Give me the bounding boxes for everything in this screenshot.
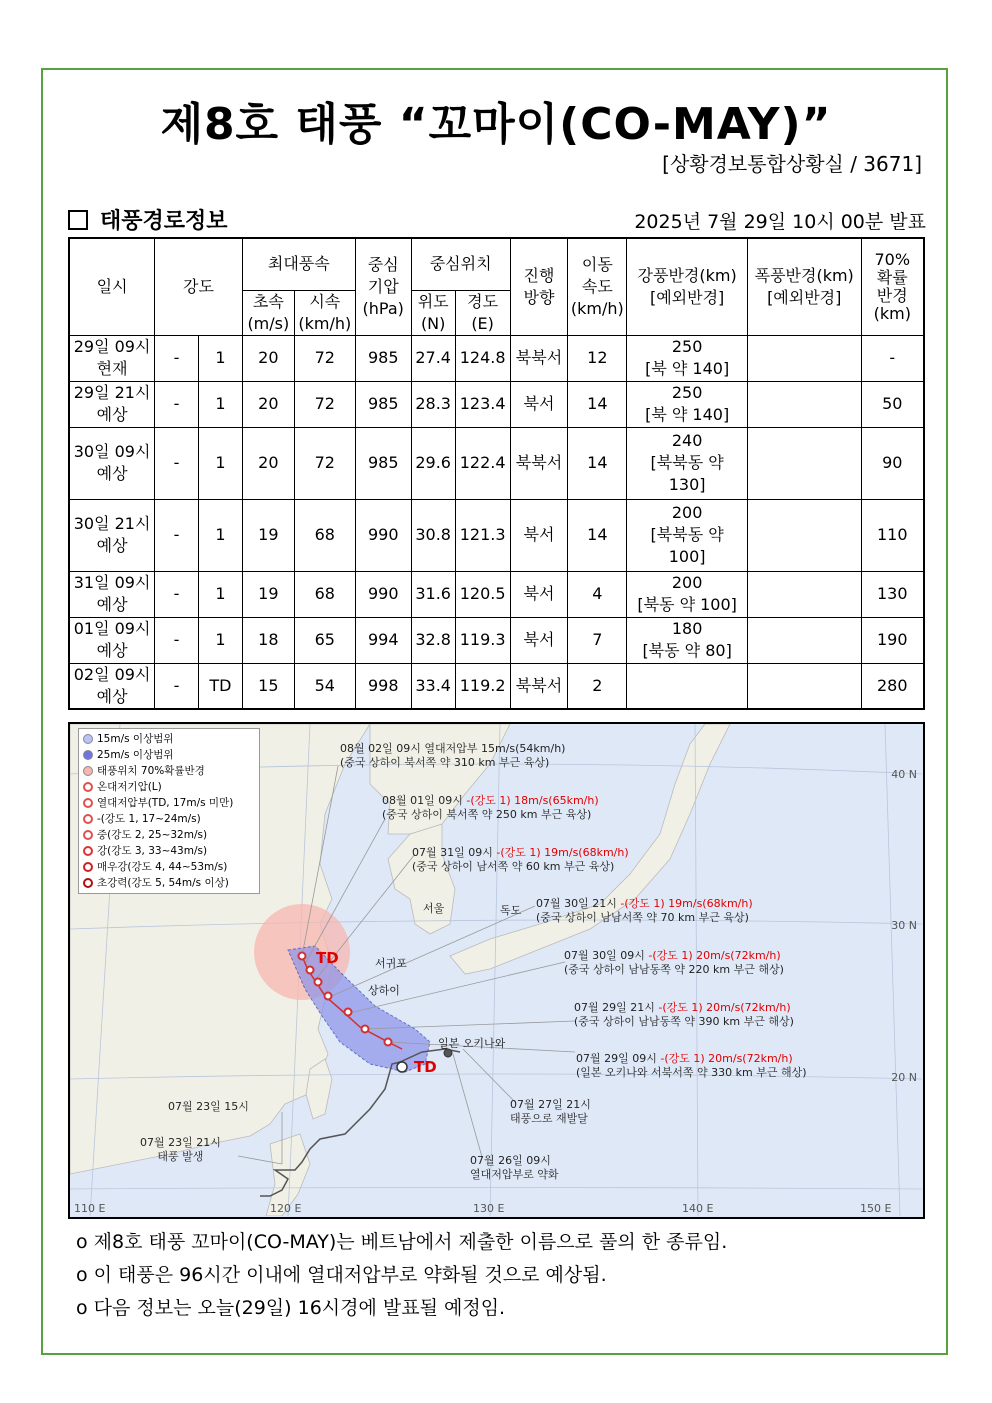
cell-dir: 북서 [510,499,568,571]
checkbox-icon [68,210,88,230]
cell-hpa: 985 [355,335,411,381]
forecast-annotation: 07월 29일 09시 -(강도 1) 20m/s(72km/h) (일본 오키나와 서북서쪽 약 330 km 부근 해상) [576,1052,807,1079]
legend-item [83,795,255,811]
cell-prob: 130 [861,571,924,617]
track-point [307,967,314,974]
cell-spd: 12 [568,335,627,381]
cell-dir: 북북서 [510,427,568,499]
table-row [69,571,924,617]
header-wind-ms: 초속 (m/s) [242,290,294,335]
table-row [69,427,924,499]
table-row [69,617,924,663]
korea-landmass [388,824,455,934]
lon-label: 140 E [682,1202,714,1215]
issued-time: 2025년 7월 29일 10시 00분 발표 [634,211,926,233]
cell-gale: 250 [북 약 140] [627,381,748,427]
cell-ms: 20 [242,335,294,381]
cell-lat: 32.8 [411,617,455,663]
header-speed: 이동 속도 (km/h) [568,238,627,335]
cell-spd: 14 [568,381,627,427]
legend-item [83,811,255,827]
legend-item [83,859,255,875]
forecast-annotation: 07월 30일 21시 -(강도 1) 19m/s(68km/h) (중국 상하이 남남서쪽 약 70 km 부근 육상) [536,897,753,924]
cell-grade: TD [198,663,242,709]
cell-storm [747,499,861,571]
page-title: 제8호 태풍 “꼬마이(CO-MAY)” [160,99,832,150]
cell-time: 29일 21시 예상 [69,381,155,427]
track-point [315,979,322,986]
legend-swatch-icon [83,782,93,792]
cell-spd: 4 [568,571,627,617]
legend-label: 태풍위치 70%확률반경 [97,765,205,777]
legend-swatch-icon [83,846,93,856]
lat-label: 20 N [891,1071,917,1084]
forecast-annotation: 08월 02일 09시 열대저압부 15m/s(54km/h) (중국 상하이 북서쪽 약 310 km 부근 육상) [340,742,566,769]
place-seogwipo: 서귀포 [375,957,407,970]
cell-storm [747,427,861,499]
cell-kmh: 54 [294,663,355,709]
cell-cls: - [155,617,199,663]
cell-lon: 122.4 [455,427,510,499]
cell-grade: 1 [198,381,242,427]
cell-storm [747,571,861,617]
cell-kmh: 72 [294,381,355,427]
place-dokdo: 독도 [500,904,522,917]
table-row [69,381,924,427]
note-item: o 제8호 태풍 꼬마이(CO-MAY)는 베트남에서 제출한 이름으로 풀의 한 종류임. [76,1231,728,1253]
cell-grade: 1 [198,427,242,499]
cell-prob: 280 [861,663,924,709]
cell-time: 30일 09시 예상 [69,427,155,499]
table-row [69,663,924,709]
cell-cls: - [155,335,199,381]
cell-gale: 250 [북 약 140] [627,335,748,381]
cell-dir: 북서 [510,381,568,427]
place-okinawa: 일본 오키나와 [438,1037,506,1050]
td-label: TD [316,949,339,967]
legend-label: 온대저기압(L) [97,781,162,793]
past-annotation: 07월 27일 21시 태풍으로 재발달 [510,1098,591,1125]
cell-prob: 50 [861,381,924,427]
header-lon: 경도 (E) [455,290,510,335]
cell-lon: 119.2 [455,663,510,709]
cell-kmh: 65 [294,617,355,663]
notes [76,1226,727,1325]
cell-time: 02일 09시 예상 [69,663,155,709]
cell-ms: 20 [242,381,294,427]
place-shanghai: 상하이 [368,984,400,997]
td-marker [397,1062,407,1072]
legend-label: 매우강(강도 4, 44~53m/s) [97,861,228,873]
cell-lon: 121.3 [455,499,510,571]
cell-storm [747,381,861,427]
cell-lat: 33.4 [411,663,455,709]
cell-lon: 119.3 [455,617,510,663]
track-point [325,993,332,1000]
cell-dir: 북북서 [510,663,568,709]
cell-hpa: 990 [355,571,411,617]
cell-prob: - [861,335,924,381]
past-annotation: 07월 23일 21시 태풍 발생 [140,1136,221,1163]
cell-lat: 30.8 [411,499,455,571]
header-wind-kmh: 시속 (km/h) [294,290,355,335]
header-gale-radius: 강풍반경(km) [예외반경] [627,238,748,335]
header-datetime: 일시 [69,238,155,335]
cell-gale: 180 [북동 약 80] [627,617,748,663]
cell-ms: 20 [242,427,294,499]
legend-swatch-icon [83,814,93,824]
past-annotation: 07월 23일 15시 [168,1100,249,1113]
legend-item [83,731,255,747]
cell-grade: 1 [198,617,242,663]
cell-dir: 북서 [510,617,568,663]
cell-dir: 북북서 [510,335,568,381]
lat-label: 30 N [891,919,917,932]
header-intensity: 강도 [155,238,243,335]
cell-lat: 27.4 [411,335,455,381]
cell-cls: - [155,571,199,617]
cell-kmh: 72 [294,427,355,499]
table-row [69,335,924,381]
legend-label: -(강도 1, 17~24m/s) [97,813,201,825]
cell-prob: 190 [861,617,924,663]
legend-swatch-icon [83,766,93,776]
forecast-annotation: 08월 01일 09시 -(강도 1) 18m/s(65km/h) (중국 상하이 북서쪽 약 250 km 부근 육상) [382,794,599,821]
lon-label: 120 E [270,1202,302,1215]
forecast-annotation: 07월 29일 21시 -(강도 1) 20m/s(72km/h) (중국 상하이 남남동쪽 약 390 km 부근 해상) [574,1001,794,1028]
legend-label: 초강력(강도 5, 54m/s 이상) [97,877,229,889]
legend-swatch-icon [83,734,93,744]
cell-gale: 200 [북동 약 100] [627,571,748,617]
track-table [68,237,925,710]
cell-spd: 14 [568,499,627,571]
lon-label: 150 E [860,1202,892,1215]
cell-ms: 19 [242,499,294,571]
legend-label: 25m/s 이상범위 [97,749,174,761]
track-point [299,953,306,960]
cell-cls: - [155,499,199,571]
cell-gale: 200 [북북동 약 100] [627,499,748,571]
note-item: o 다음 정보는 오늘(29일) 16시경에 발표될 예정임. [76,1297,506,1319]
legend-label: 열대저압부(TD, 17m/s 미만) [97,797,234,809]
legend-swatch-icon [83,750,93,760]
cell-ms: 15 [242,663,294,709]
legend-swatch-icon [83,862,93,872]
cell-ms: 19 [242,571,294,617]
cell-grade: 1 [198,499,242,571]
header-direction: 진행 방향 [510,238,568,335]
cell-storm [747,617,861,663]
cell-storm [747,335,861,381]
legend-item [83,843,255,859]
td-label: TD [414,1058,437,1076]
cell-time: 01일 09시 예상 [69,617,155,663]
cell-lon: 123.4 [455,381,510,427]
lon-label: 130 E [473,1202,505,1215]
header-storm-radius: 폭풍반경(km) [예외반경] [747,238,861,335]
cell-hpa: 985 [355,381,411,427]
legend-label: 15m/s 이상범위 [97,733,174,745]
cell-ms: 18 [242,617,294,663]
track-map [68,722,925,1219]
lat-label: 40 N [891,768,917,781]
legend-label: 중(강도 2, 25~32m/s) [97,829,208,841]
place-seoul: 서울 [423,902,445,915]
legend-item [83,763,255,779]
legend-swatch-icon [83,878,93,888]
cell-spd: 7 [568,617,627,663]
track-point [385,1039,392,1046]
cell-prob: 110 [861,499,924,571]
cell-lat: 31.6 [411,571,455,617]
header-center: 중심위치 [411,238,510,290]
note-item: o 이 태풍은 96시간 이내에 열대저압부로 약화될 것으로 예상됨. [76,1264,607,1286]
legend-item [83,747,255,763]
track-point [345,1009,352,1016]
table-row [69,499,924,571]
cell-spd: 14 [568,427,627,499]
section-heading [68,204,228,235]
cell-lon: 120.5 [455,571,510,617]
cell-storm [747,663,861,709]
legend-item [83,875,255,891]
cell-lon: 124.8 [455,335,510,381]
cell-kmh: 68 [294,499,355,571]
cell-time: 31일 09시 예상 [69,571,155,617]
cell-time: 29일 09시 현재 [69,335,155,381]
cell-hpa: 990 [355,499,411,571]
cell-kmh: 68 [294,571,355,617]
cell-prob: 90 [861,427,924,499]
cell-grade: 1 [198,335,242,381]
cell-grade: 1 [198,571,242,617]
cell-time: 30일 21시 예상 [69,499,155,571]
cell-gale [627,663,748,709]
header-max-wind: 최대풍속 [242,238,355,290]
cell-cls: - [155,381,199,427]
cell-lat: 29.6 [411,427,455,499]
header-prob-radius: 70% 확률 반경 (km) [861,238,924,335]
lon-label: 110 E [74,1202,106,1215]
legend-item [83,827,255,843]
track-point [362,1026,369,1033]
cell-cls: - [155,427,199,499]
cell-gale: 240 [북북동 약 130] [627,427,748,499]
cell-dir: 북서 [510,571,568,617]
past-annotation: 07월 26일 09시 열대저압부로 약화 [470,1154,559,1181]
cell-hpa: 998 [355,663,411,709]
department-label: [상황경보통합상황실 / 3671] [662,152,922,176]
forecast-annotation: 07월 30일 09시 -(강도 1) 20m/s(72km/h) (중국 상하이 남남동쪽 약 220 km 부근 해상) [564,949,784,976]
cell-lat: 28.3 [411,381,455,427]
cell-hpa: 994 [355,617,411,663]
legend-label: 강(강도 3, 33~43m/s) [97,845,208,857]
cell-cls: - [155,663,199,709]
legend-swatch-icon [83,798,93,808]
section-title: 태풍경로정보 [100,209,228,234]
legend-item [83,779,255,795]
forecast-annotation: 07월 31일 09시 -(강도 1) 19m/s(68km/h) (중국 상하이 남서쪽 약 60 km 부근 육상) [412,846,629,873]
legend-swatch-icon [83,830,93,840]
header-pressure: 중심 기압 (hPa) [355,238,411,335]
cell-hpa: 985 [355,427,411,499]
header-lat: 위도 (N) [411,290,455,335]
map-legend [78,728,260,894]
cell-spd: 2 [568,663,627,709]
cell-kmh: 72 [294,335,355,381]
